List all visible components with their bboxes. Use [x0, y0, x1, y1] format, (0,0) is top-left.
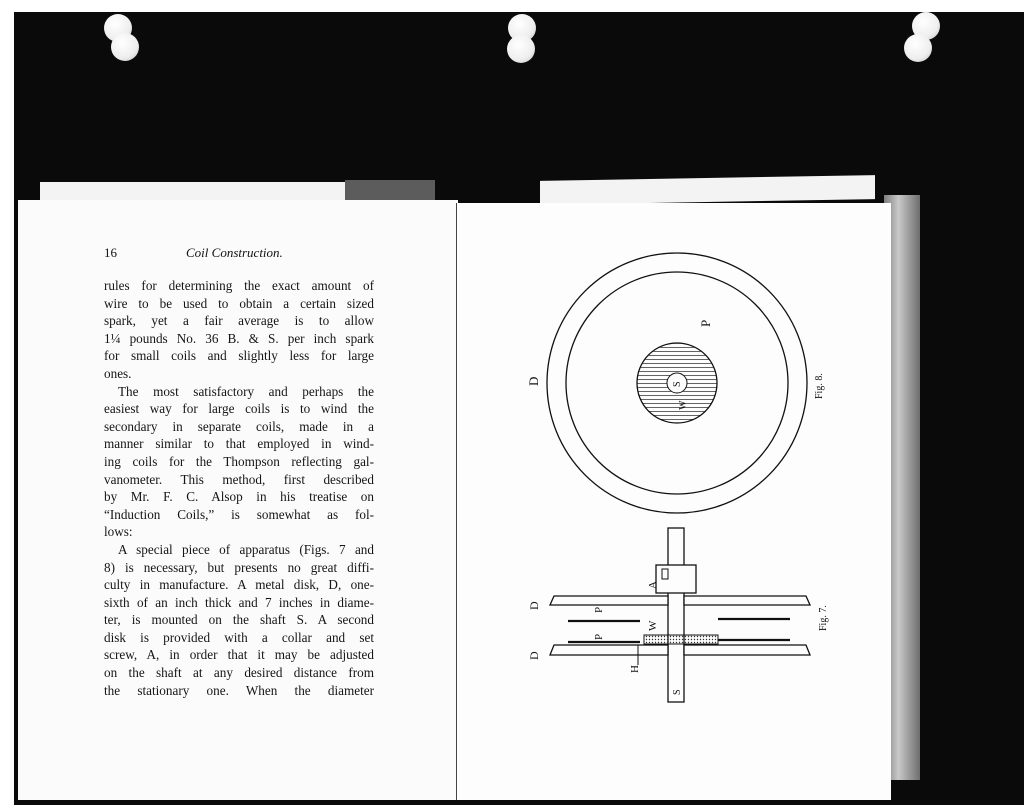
text-line: culty in manufacture. A metal disk, D, one-	[104, 577, 374, 593]
text-line: A special piece of apparatus (Figs. 7 and	[118, 541, 374, 557]
fig7-label-d-bottom: D	[527, 651, 541, 660]
text-line: “Induction Coils,” is somewhat as fol-	[104, 506, 374, 522]
fig8-caption: Fig. 8.	[814, 373, 825, 399]
pushpin	[904, 34, 932, 62]
fig8-hub-label-s: S	[672, 381, 683, 387]
text-line: vanometer. This method, first described	[104, 471, 374, 487]
text-line: rules for determining the exact amount of	[104, 278, 374, 293]
body-text	[104, 277, 374, 699]
text-line: ing coils for the Thompson reflecting gal-	[104, 453, 374, 469]
text-line: lows:	[104, 524, 133, 540]
fig7-diagram	[527, 528, 829, 702]
fig7-label-a: A	[647, 581, 659, 589]
shaft	[668, 528, 684, 702]
text-line: easiest way for large coils is to wind the	[104, 401, 374, 417]
fig7-caption: Fig. 7.	[818, 605, 829, 631]
pushpin	[507, 35, 535, 63]
pushpin	[111, 33, 139, 61]
fig7-label-p-upper: P	[593, 606, 605, 613]
fig8-inner-label: P	[698, 319, 713, 327]
set-screw	[662, 569, 668, 579]
text-line: disk is provided with a collar and set	[104, 629, 374, 645]
text-line: ter, is mounted on the shaft S. A second	[104, 612, 374, 628]
text-line: by Mr. F. C. Alsop in his treatise on	[104, 489, 374, 505]
fig8-outer-label: D	[526, 376, 541, 386]
winding-hub	[644, 635, 718, 644]
fixed-disk-right	[684, 645, 810, 655]
text-line: screw, A, in order that it may be adjusted	[104, 647, 374, 663]
text-line: ones.	[104, 365, 132, 381]
fixed-disk-left	[550, 645, 668, 655]
text-line: sixth of an inch thick and 7 inches in diame-	[104, 594, 374, 610]
page-number: 16	[104, 245, 117, 260]
back-paper-shadow	[345, 180, 435, 200]
text-line: 1¼ pounds No. 36 B. & S. per inch spark	[104, 330, 374, 346]
fig7-label-w: W	[647, 620, 659, 631]
text-line: secondary in separate coils, made in a	[104, 418, 374, 434]
running-title: Coil Construction.	[186, 245, 283, 260]
movable-disk-left	[550, 596, 668, 605]
text-line: 8) is necessary, but presents no great diffi-	[104, 559, 374, 575]
text-line: for small coils and slightly less for large	[104, 348, 374, 364]
figures	[456, 203, 890, 800]
fig8-hub-label-w: W	[678, 400, 689, 410]
text-line: wire to be used to obtain a certain sized	[104, 295, 374, 311]
fig7-label-h: H	[629, 665, 641, 673]
text-line: spark, yet a fair average is to allow	[104, 313, 374, 329]
text-line: the stationary one. When the diameter	[104, 682, 374, 698]
fig7-label-d-top: D	[527, 601, 541, 610]
fig7-label-s: S	[672, 689, 683, 695]
fig8-diagram	[526, 253, 825, 513]
movable-disk-right	[684, 596, 810, 605]
text-line: on the shaft at any desired distance from	[104, 665, 374, 681]
text-line: The most satisfactory and perhaps the	[118, 383, 374, 399]
text-line: manner similar to that employed in wind-	[104, 436, 374, 452]
fig7-label-p-lower: P	[593, 633, 605, 640]
